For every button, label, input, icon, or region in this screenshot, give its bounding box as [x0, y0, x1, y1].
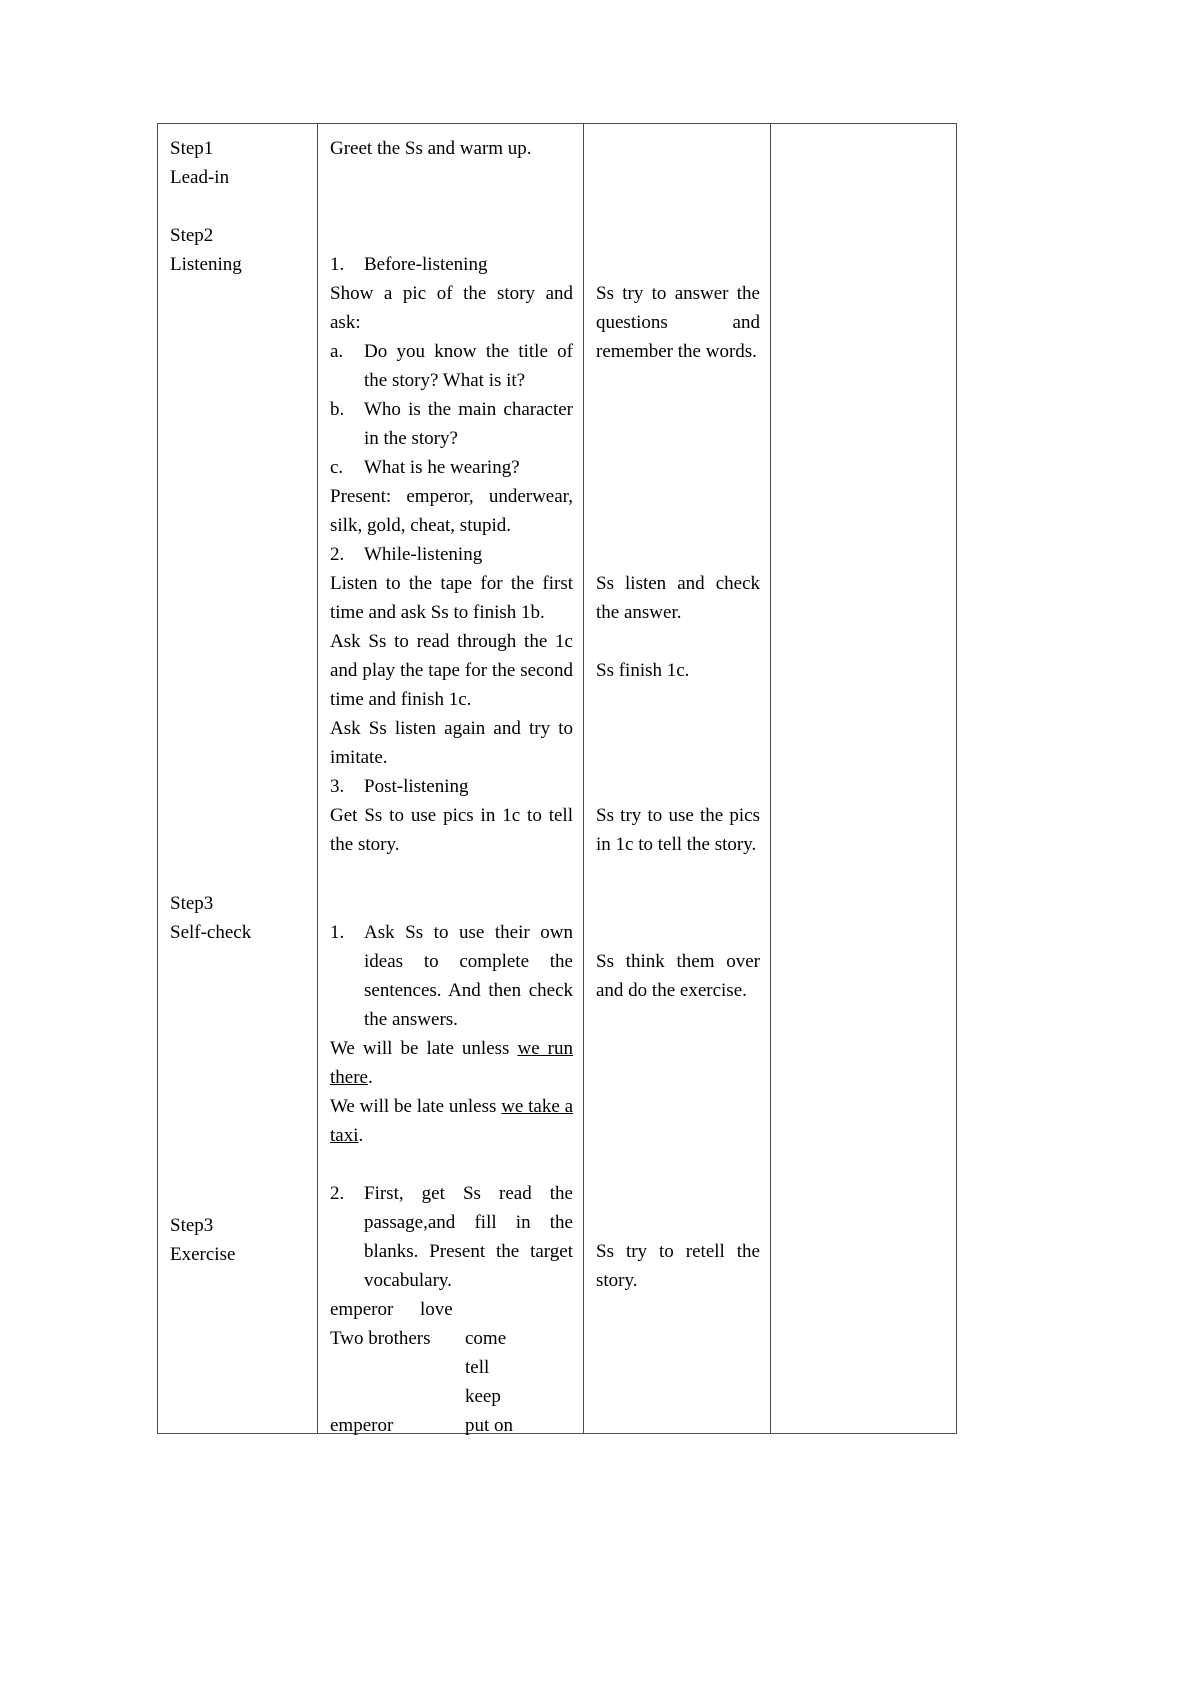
question-c-text: What is he wearing? [364, 457, 520, 478]
sentence1-pre: We will be late unless [330, 1038, 518, 1059]
column-student-activities [584, 124, 771, 1433]
exercise-marker: 2. [330, 1183, 345, 1204]
step2-subtitle: Listening [170, 254, 242, 275]
ss-finish-text: Ss finish 1c. [596, 660, 690, 681]
lesson-plan-table [157, 123, 957, 1434]
vocab-row [330, 1324, 573, 1353]
step1-title: Step1 [170, 138, 214, 159]
ask-read-text: Ask Ss to read through the 1c and play the tape for the second time and finish 1c. [330, 631, 573, 710]
list-marker-3: 3. [330, 776, 345, 797]
vocabulary-list [330, 1295, 573, 1440]
ss-listen-check-text: Ss listen and check the answer. [596, 573, 760, 623]
step1-block [170, 134, 307, 192]
sentence1-post: . [367, 1067, 373, 1088]
vocab-row [330, 1353, 573, 1382]
question-a [330, 337, 573, 395]
step3-selfcheck-block [170, 889, 307, 947]
column-teacher-activities [318, 124, 584, 1436]
vocab-right: come [465, 1328, 507, 1349]
step3-exercise-subtitle: Exercise [170, 1244, 236, 1265]
ask-listen-text: Ask Ss listen again and try to imitate. [330, 718, 573, 768]
exercise-item-text: First, get Ss read the passage,and fill in the blanks. Present the target vocabulary. [364, 1183, 573, 1291]
example-sentence-2 [330, 1092, 573, 1150]
step2-block [170, 221, 307, 279]
example-sentence-1 [330, 1034, 573, 1092]
vocab-row [330, 1411, 573, 1440]
get-ss-text: Get Ss to use pics in 1c to tell the story. [330, 805, 573, 855]
vocab-right: keep [465, 1386, 501, 1407]
step2-title: Step2 [170, 225, 214, 246]
column-steps [158, 124, 318, 1433]
step3-selfcheck-title: Step3 [170, 893, 214, 914]
ss-use-pics-text: Ss try to use the pics in 1c to tell the story. [596, 805, 760, 855]
while-listening-heading [330, 540, 573, 569]
question-b-text: Who is the main character in the story? [364, 399, 573, 449]
sentence2-underlined: we take a taxi [330, 1096, 574, 1146]
vocab-row [330, 1382, 573, 1411]
step1-subtitle: Lead-in [170, 167, 230, 188]
vocab-left: emperor [330, 1415, 394, 1436]
step3-exercise-block [170, 1211, 307, 1269]
exercise-item [330, 1179, 573, 1295]
vocab-left: Two brothers [330, 1328, 431, 1349]
listen-tape-text: Listen to the tape for the first time and ask Ss to finish 1b. [330, 573, 573, 623]
question-c [330, 453, 573, 482]
before-listening-heading [330, 250, 573, 279]
post-listening-label: Post-listening [364, 776, 469, 797]
post-listening-heading [330, 772, 573, 801]
present-words-text: Present: emperor, underwear, silk, gold, cheat, stupid. [330, 486, 573, 536]
vocab-right: love [420, 1299, 453, 1320]
question-a-text: Do you know the title of the story? What is it? [364, 341, 573, 391]
sentence2-post: . [358, 1125, 364, 1146]
ss-answer-text: Ss try to answer the questions and remember the words. [596, 283, 760, 362]
sentence1-underlined: we run there [330, 1038, 573, 1088]
show-pic-text: Show a pic of the story and ask: [330, 283, 573, 333]
before-listening-label: Before-listening [364, 254, 488, 275]
greet-text: Greet the Ss and warm up. [330, 138, 532, 159]
column-notes [771, 124, 958, 1433]
list-marker-1: 1. [330, 254, 345, 275]
vocab-right: put on [465, 1415, 514, 1436]
vocab-row [330, 1295, 573, 1324]
list-marker-b: b. [330, 399, 345, 420]
sentence2-pre: We will be late unless [330, 1096, 502, 1117]
ss-think-text: Ss think them over and do the exercise. [596, 951, 760, 1001]
list-marker-2: 2. [330, 544, 345, 565]
selfcheck-item [330, 918, 573, 1034]
selfcheck-marker: 1. [330, 922, 345, 943]
list-marker-a: a. [330, 341, 344, 362]
question-b [330, 395, 573, 453]
while-listening-label: While-listening [364, 544, 483, 565]
vocab-right: tell [465, 1357, 490, 1378]
ss-retell-text: Ss try to retell the story. [596, 1241, 760, 1291]
step3-exercise-title: Step3 [170, 1215, 214, 1236]
list-marker-c: c. [330, 457, 344, 478]
vocab-left: emperor [330, 1299, 394, 1320]
selfcheck-item-text: Ask Ss to use their own ideas to complete the sentences. And then check the answers. [364, 922, 573, 1030]
step3-selfcheck-subtitle: Self-check [170, 922, 252, 943]
